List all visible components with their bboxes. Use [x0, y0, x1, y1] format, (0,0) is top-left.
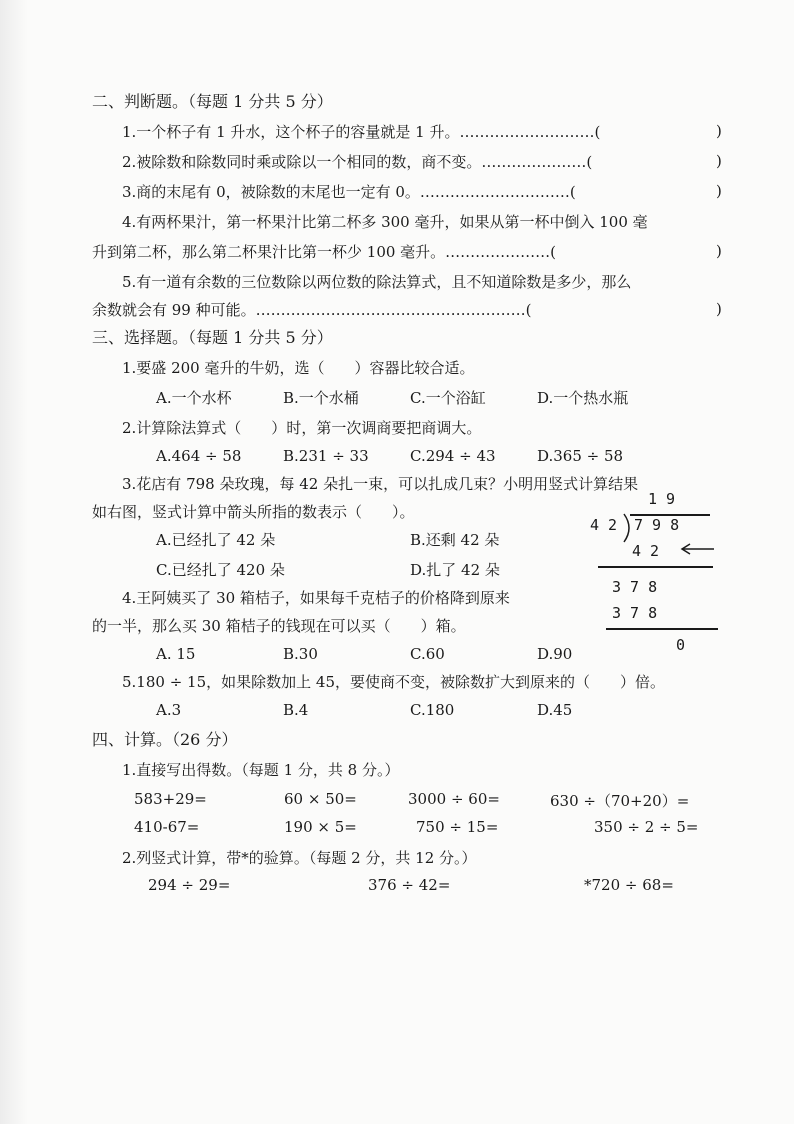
judge-q5-line2: 余数就会有 99 种可能。………………………………………………( — [92, 301, 532, 319]
ld-step3: 3 7 8 — [612, 604, 658, 622]
long-division-figure — [590, 486, 730, 666]
calc-r2-4: 350 ÷ 2 ÷ 5= — [594, 818, 699, 836]
choice-q4-opt-b: B.30 — [283, 645, 318, 663]
choice-q4-opt-c: C.60 — [410, 645, 445, 663]
choice-q3-opt-c: C.已经扎了 420 朵 — [156, 561, 285, 579]
judge-q5-close: ) — [716, 300, 722, 318]
calc-r2-3: 750 ÷ 15= — [416, 818, 499, 836]
ld-dividend: 7 9 8 — [634, 516, 680, 534]
section-judge-title: 二、判断题。（每题 1 分共 5 分） — [92, 92, 333, 111]
judge-q1-close: ) — [716, 122, 722, 140]
ld-quotient: 1 9 — [648, 490, 676, 508]
choice-q1-opt-d: D.一个热水瓶 — [537, 389, 629, 407]
section-choice-title: 三、选择题。（每题 1 分共 5 分） — [92, 328, 333, 347]
choice-q5-opt-a: A.3 — [156, 701, 182, 719]
choice-q3-opt-a: A.已经扎了 42 朵 — [156, 531, 276, 549]
calc-r3-2: 376 ÷ 42= — [368, 876, 451, 894]
judge-q4-line2: 升到第二杯，那么第二杯果汁比第一杯少 100 毫升。…………………( — [92, 243, 557, 261]
calc-r2-1: 410-67= — [134, 818, 200, 836]
ld-step2: 3 7 8 — [612, 578, 658, 596]
choice-q1-opt-c: C.一个浴缸 — [410, 389, 486, 407]
choice-q4-opt-a: A. 15 — [156, 645, 196, 663]
choice-q1: 1.要盛 200 毫升的牛奶，选（ ）容器比较合适。 — [122, 359, 475, 377]
judge-q2-close: ) — [716, 152, 722, 170]
judge-q3-close: ) — [716, 182, 722, 200]
left-arrow-icon — [680, 543, 716, 555]
choice-q3-line1: 3.花店有 798 朵玫瑰，每 42 朵扎一束，可以扎成几束？小明用竖式计算结果 — [122, 475, 639, 493]
choice-q5: 5.180 ÷ 15，如果除数加上 45，要使商不变，被除数扩大到原来的（ ）倍。 — [122, 673, 665, 691]
calc-r2-2: 190 × 5= — [284, 818, 357, 836]
calc-r1-2: 60 × 50= — [284, 790, 357, 808]
choice-q5-opt-c: C.180 — [410, 701, 455, 719]
choice-q5-opt-b: B.4 — [283, 701, 309, 719]
choice-q4-opt-d: D.90 — [537, 645, 573, 663]
judge-q3: 3.商的末尾有 0，被除数的末尾也一定有 0。…………………………( — [122, 183, 576, 201]
choice-q4-line2: 的一半，那么买 30 箱桔子的钱现在可以买（ ）箱。 — [92, 617, 466, 635]
judge-q4-close: ) — [716, 242, 722, 260]
choice-q2-opt-a: A.464 ÷ 58 — [156, 447, 242, 465]
choice-q2-opt-c: C.294 ÷ 43 — [410, 447, 496, 465]
ld-step1: 4 2 — [632, 542, 660, 560]
ld-remainder: 0 — [676, 636, 686, 654]
judge-q1: 1.一个杯子有 1 升水，这个杯子的容量就是 1 升。………………………( — [122, 123, 601, 141]
calc-r1-4: 630 ÷（70+20）= — [550, 792, 690, 810]
choice-q2: 2.计算除法算式（ ）时，第一次调商要把商调大。 — [122, 419, 482, 437]
choice-q3-opt-d: D.扎了 42 朵 — [410, 561, 500, 579]
calc-r3-1: 294 ÷ 29= — [148, 876, 231, 894]
calc-r1-3: 3000 ÷ 60= — [408, 790, 500, 808]
ld-divisor: 4 2 — [590, 516, 618, 534]
choice-q5-opt-d: D.45 — [537, 701, 573, 719]
judge-q5-line1: 5.有一道有余数的三位数除以两位数的除法算式，且不知道除数是多少，那么 — [122, 273, 632, 291]
ld-bar-2 — [606, 628, 718, 630]
judge-q4-line1: 4.有两杯果汁，第一杯果汁比第二杯多 300 毫升，如果从第一杯中倒入 100 毫 — [122, 213, 648, 231]
ld-bar-1 — [598, 566, 713, 568]
choice-q4-line1: 4.王阿姨买了 30 箱桔子，如果每千克桔子的价格降到原来 — [122, 589, 510, 607]
calc-sub1: 1.直接写出得数。（每题 1 分，共 8 分。） — [122, 761, 400, 779]
calc-r3-3: *720 ÷ 68= — [584, 876, 674, 894]
judge-q2: 2.被除数和除数同时乘或除以一个相同的数，商不变。…………………( — [122, 153, 593, 171]
choice-q3-line2: 如右图，竖式计算中箭头所指的数表示（ ）。 — [92, 503, 415, 521]
choice-q2-opt-b: B.231 ÷ 33 — [283, 447, 369, 465]
section-calc-title: 四、计算。（26 分） — [92, 730, 238, 749]
choice-q2-opt-d: D.365 ÷ 58 — [537, 447, 624, 465]
choice-q1-opt-b: B.一个水桶 — [283, 389, 359, 407]
choice-q3-opt-b: B.还剩 42 朵 — [410, 531, 500, 549]
calc-sub2: 2.列竖式计算，带*的验算。（每题 2 分，共 12 分。） — [122, 849, 477, 867]
choice-q1-opt-a: A.一个水杯 — [156, 389, 232, 407]
calc-r1-1: 583+29= — [134, 790, 207, 808]
